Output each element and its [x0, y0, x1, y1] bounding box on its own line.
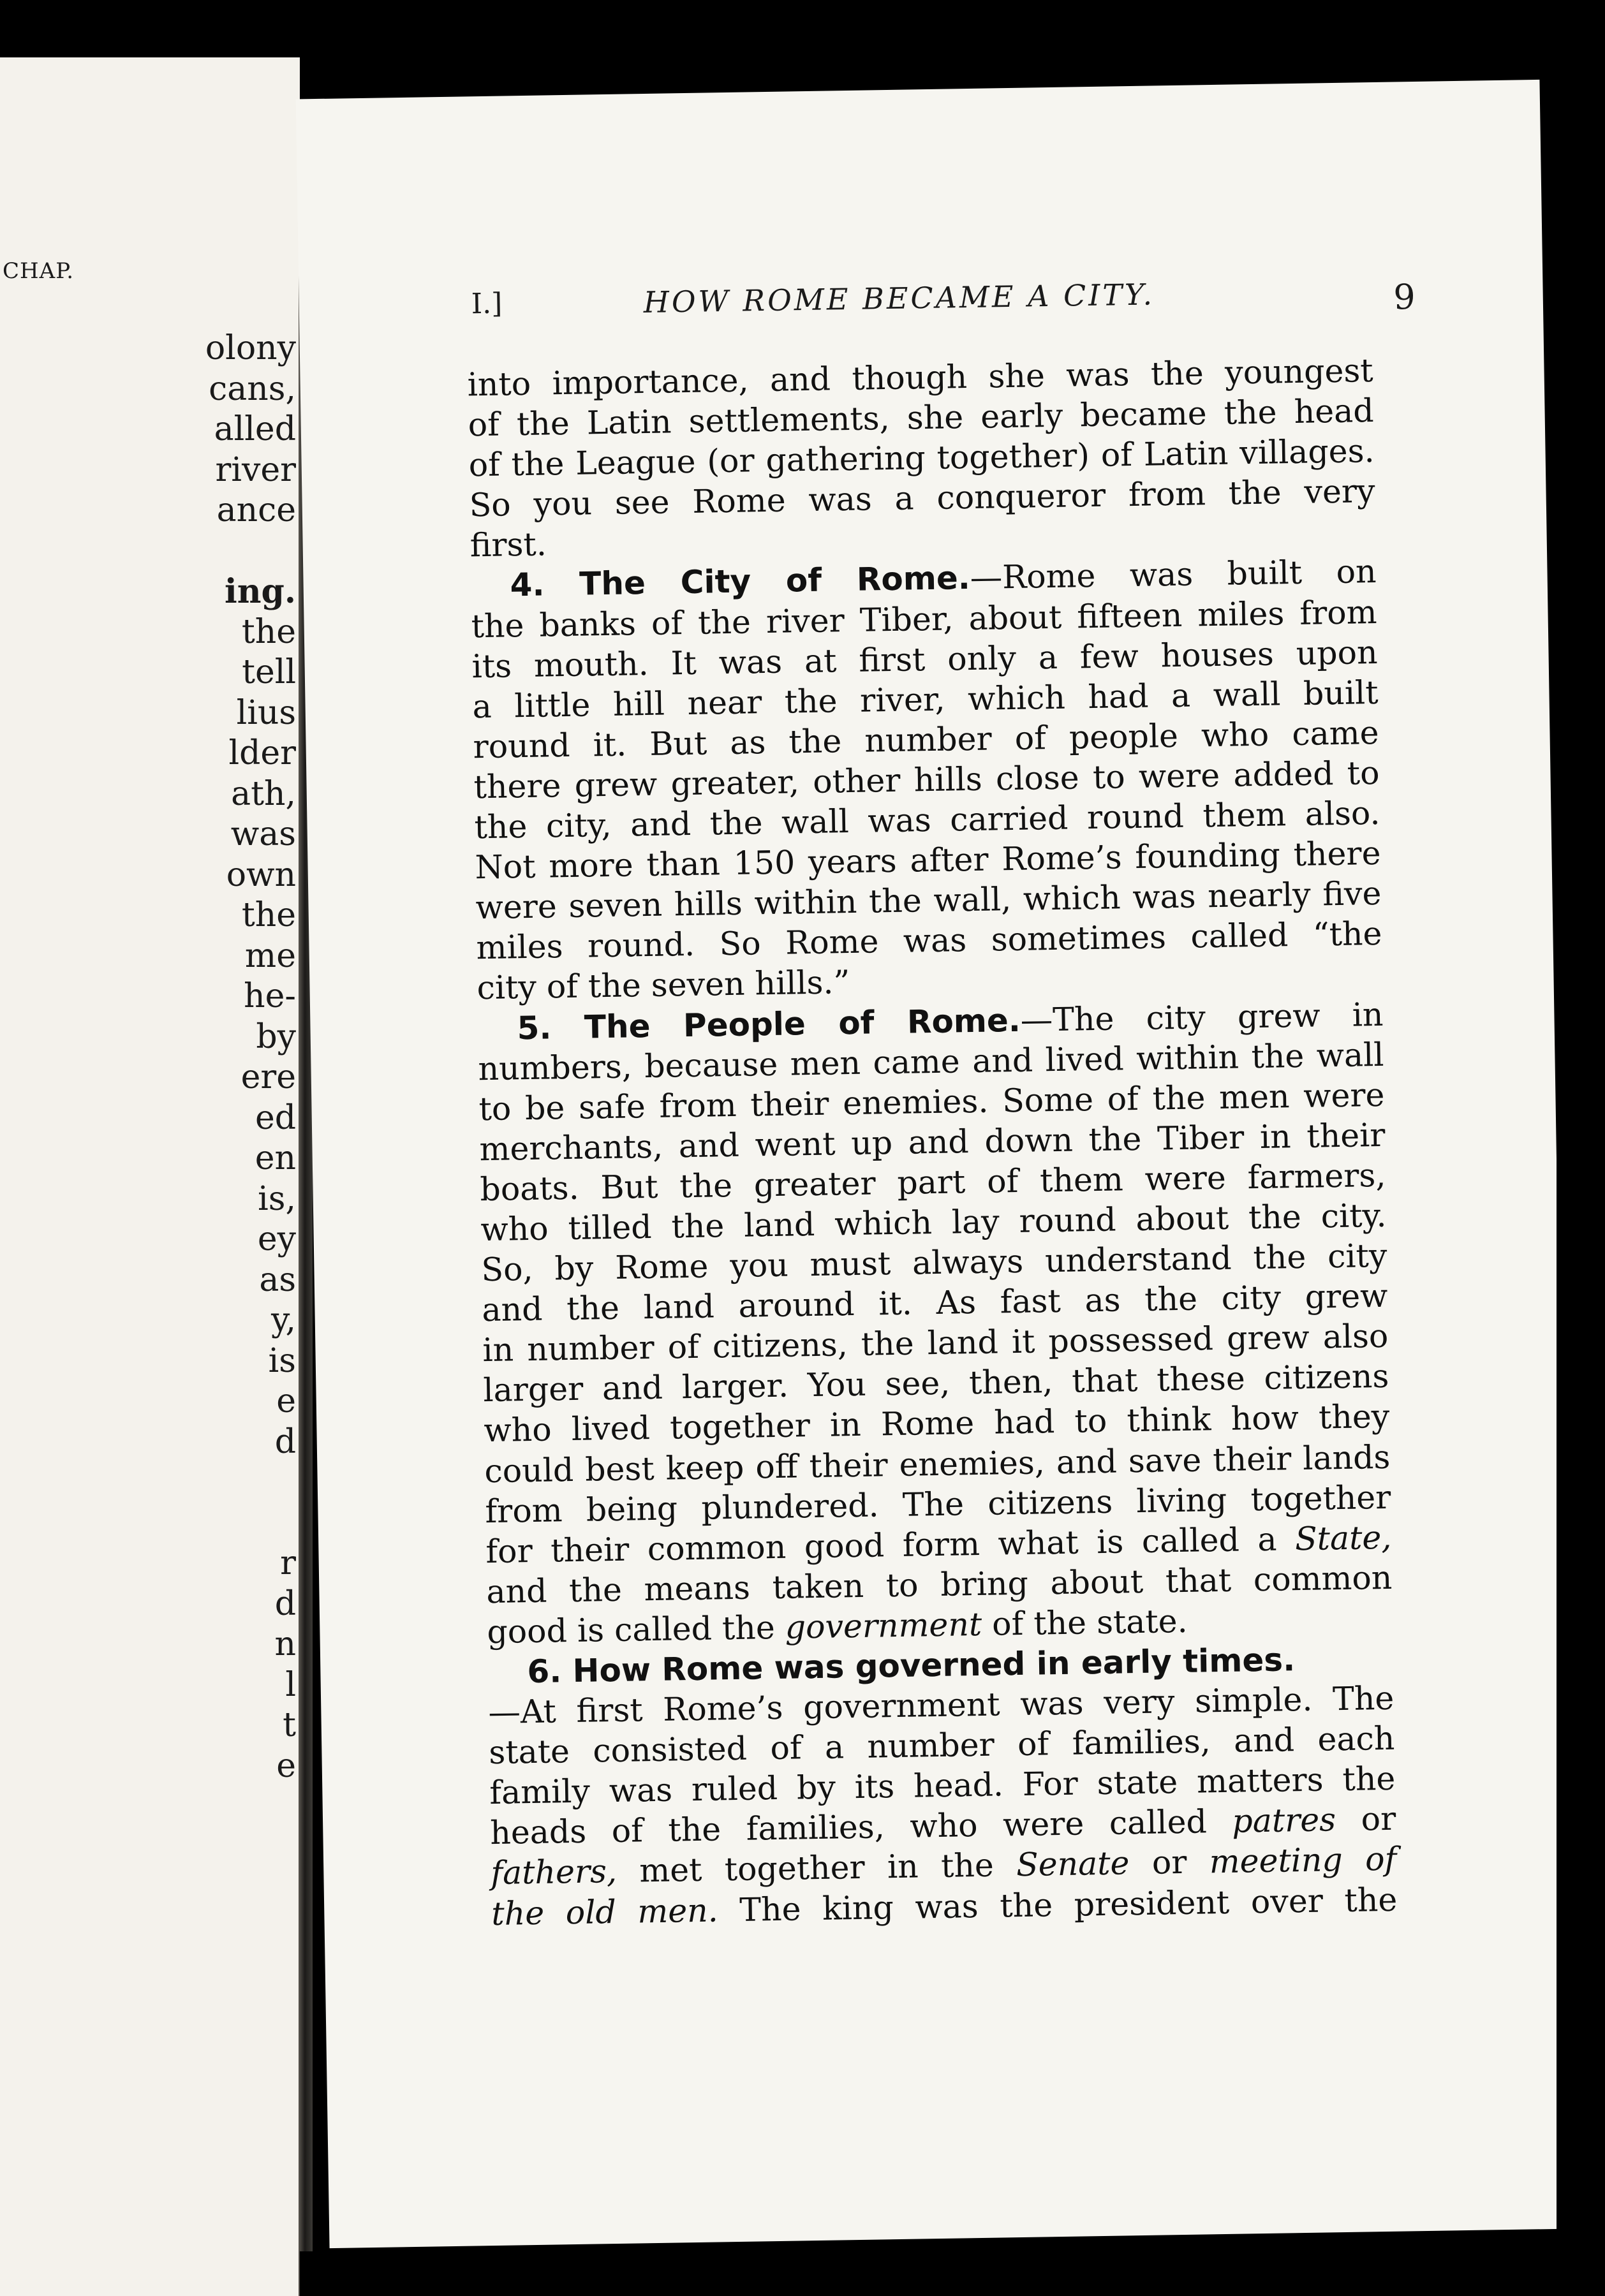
text-line: round it. But as the number of people who came [473, 713, 1379, 766]
italic-term: government [785, 1605, 982, 1646]
text-line: who lived together in Rome had to think how they [484, 1397, 1390, 1450]
text-run: heads of the families, who were called [489, 1802, 1232, 1852]
text-line: family was ruled by its head. For state matters the [489, 1760, 1396, 1812]
text-line: the banks of the river Tiber, about fifteen miles from [471, 592, 1377, 645]
text-line: to be safe from their enemies. Some of the men were [478, 1075, 1385, 1128]
chapter-marker: I.] [471, 287, 503, 321]
text-run: met together in the [616, 1846, 1017, 1890]
text-run: —The city grew in [1020, 995, 1384, 1039]
running-title: HOW ROME BECAME A CITY. [643, 277, 1155, 320]
previous-page-fragment-line: n [274, 1625, 296, 1663]
previous-page-fragment-line: tell [242, 653, 296, 691]
text-line: could best keep off their enemies, and save their lands [484, 1438, 1391, 1490]
previous-page-fragment-line [205, 1462, 296, 1503]
previous-page-fragment-line: ere [240, 1058, 296, 1096]
section-4-heading: 4. The City of Rome. [510, 559, 971, 604]
italic-term: fathers, [490, 1852, 618, 1892]
text-line: were seven hills within the wall, which was nearly five [475, 874, 1382, 927]
previous-page-fragment-line: y, [271, 1301, 296, 1339]
previous-page-fragment-line: he- [244, 977, 296, 1015]
section-6-heading: 6. How Rome was governed in early times. [526, 1641, 1296, 1691]
text-line: of the League (or gathering together) of Latin villages. [468, 432, 1375, 484]
previous-page-fragment-line: d [274, 1422, 296, 1461]
previous-page-fragment-line: lius [236, 693, 296, 732]
previous-page-fragment-line: the [241, 896, 296, 934]
previous-page-fragment-line [205, 531, 296, 572]
text-run: for their common good form what is called a [485, 1519, 1296, 1570]
previous-page-fragment-line: is [268, 1341, 296, 1380]
previous-page-fragment-line: en [255, 1139, 296, 1177]
previous-page-fragment-line: ing. [224, 572, 296, 611]
previous-page-fragment-line: me [244, 936, 296, 975]
text-line: the city, and the wall was carried round them also. [474, 793, 1380, 846]
previous-page-fragment-line: the [241, 612, 296, 651]
text-run: of the state. [981, 1601, 1188, 1643]
text-line: and the means taken to bring about that common [485, 1558, 1393, 1610]
previous-page-fragment-line: d [274, 1584, 296, 1623]
previous-page-fragment-line: river [215, 450, 296, 489]
text-line: there grew greater, other hills close to were added to [473, 753, 1380, 806]
previous-page-fragment-line: ance [216, 491, 296, 529]
text-line: and the land around it. As fast as the city grew [482, 1277, 1388, 1329]
previous-page-fragment [0, 57, 300, 2296]
previous-page-fragment-line: e [276, 1746, 296, 1785]
text-line: miles round. So Rome was sometimes called “the [476, 915, 1382, 967]
text-line: numbers, because men came and lived within the wall [478, 1035, 1384, 1087]
text-line: from being plundered. The citizens living together [484, 1478, 1391, 1530]
italic-term: Senate [1016, 1844, 1130, 1884]
scan-border-bottom [300, 2251, 1605, 2296]
previous-page-fragment-line: olony [205, 329, 296, 367]
previous-page-fragment-line: t [283, 1706, 296, 1744]
text-line: city of the seven hills.” [477, 963, 850, 1007]
text-run: —Rome was built on [970, 552, 1377, 597]
text-run: or [1128, 1843, 1210, 1882]
previous-page-fragment-line: lder [228, 734, 296, 772]
previous-page-fragment-line: ed [255, 1098, 296, 1137]
text-line: first. [470, 525, 547, 564]
page-9 [296, 80, 1574, 2248]
text-line: who tilled the land which lay round about the city. [480, 1196, 1387, 1249]
previous-page-fragment-line: r [280, 1544, 296, 1582]
previous-page-fragment-line [205, 1503, 296, 1544]
text-run: The king was the president over the [718, 1880, 1398, 1929]
italic-term: the old men. [491, 1891, 719, 1932]
text-line: of the Latin settlements, she early became the head [468, 392, 1374, 444]
text-line: —At first Rome’s government was very simple. The [487, 1679, 1394, 1732]
text-line: in number of citizens, the land it possessed grew also [482, 1317, 1389, 1369]
previous-page-fragment-line: was [230, 815, 296, 853]
text-line: merchants, and went up and down the Tiber in their [479, 1115, 1386, 1168]
text-line: boats. But the greater part of them were farmers, [480, 1156, 1386, 1209]
running-head [471, 273, 1416, 332]
previous-page-header: CHAP. [3, 258, 75, 284]
previous-page-fragment-line: as [259, 1260, 296, 1299]
page-number: 9 [1393, 276, 1416, 318]
text-line: state consisted of a number of families, and each [488, 1719, 1395, 1772]
previous-page-fragment-line: l [285, 1665, 296, 1704]
text-line: a little hill near the river, which had a wall built [472, 673, 1379, 726]
page-body [467, 350, 1397, 1934]
previous-page-fragment-line: ath, [231, 774, 296, 813]
text-line: larger and larger. You see, then, that these citizens [483, 1357, 1389, 1409]
italic-term: State, [1294, 1518, 1392, 1557]
text-run: or [1335, 1800, 1396, 1839]
text-line: So, by Rome you must always understand the city [481, 1236, 1387, 1289]
italic-term: meeting of [1209, 1840, 1397, 1881]
text-line: Not more than 150 years after Rome’s founding there [475, 834, 1381, 887]
scan-border-right [1557, 89, 1605, 2296]
previous-page-fragment-line: cans, [209, 369, 296, 408]
section-5-heading: 5. The People of Rome. [517, 1001, 1021, 1047]
previous-page-text-fragments [205, 328, 296, 1786]
previous-page-fragment-line: e [276, 1382, 296, 1420]
text-line: So you see Rome was a conqueror from the very [469, 472, 1375, 524]
previous-page-fragment-line: ey [257, 1220, 296, 1258]
previous-page-fragment-line: alled [214, 410, 296, 448]
previous-page-fragment-line: by [256, 1017, 296, 1056]
italic-term: patres [1231, 1800, 1336, 1841]
text-line: its mouth. It was at first only a few houses upon [471, 633, 1378, 685]
previous-page-fragment-line: own [226, 855, 296, 894]
text-run: good is called the [486, 1608, 786, 1651]
text-line: into importance, and though she was the youngest [467, 351, 1374, 404]
previous-page-fragment-line: is, [258, 1179, 296, 1218]
